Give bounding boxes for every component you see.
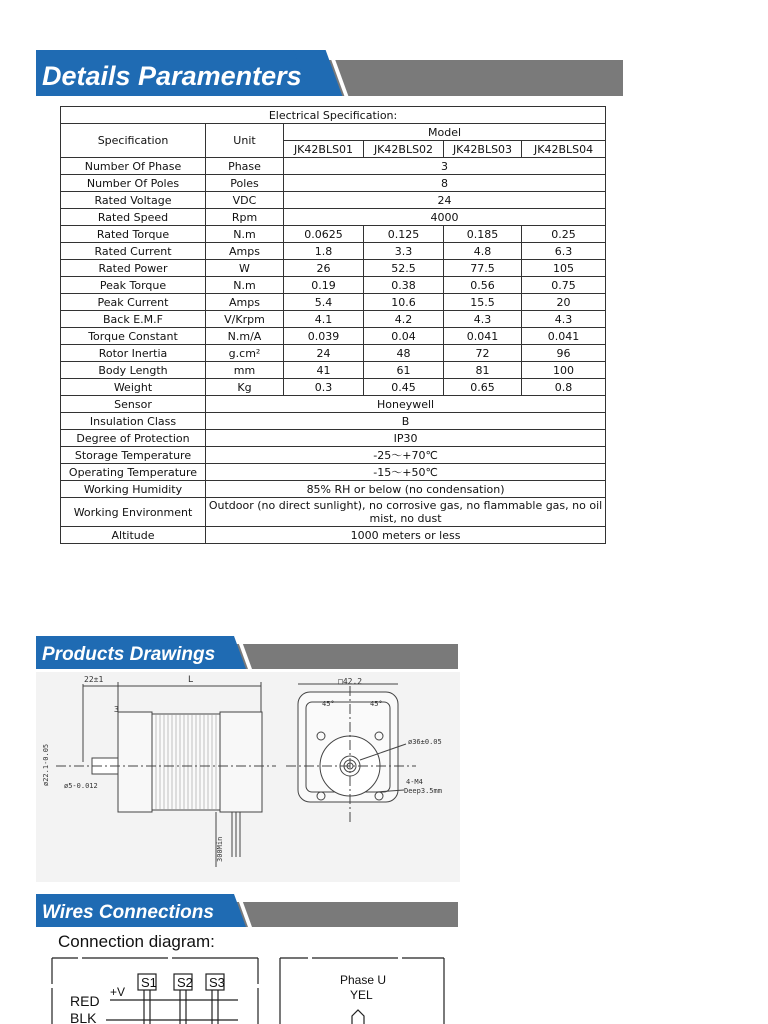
table-row — [61, 243, 606, 260]
spec-value-cell: 5.4 — [284, 294, 364, 311]
spec-unit-cell: N.m/A — [206, 328, 284, 345]
spec-name-cell: Altitude — [61, 527, 206, 544]
spec-value-cell: 4.1 — [284, 311, 364, 328]
spec-unit-cell: Phase — [206, 158, 284, 175]
spec-merged-value-cell: 1000 meters or less — [206, 527, 606, 544]
spec-value-cell: 4.3 — [444, 311, 522, 328]
table-row — [61, 209, 606, 226]
spec-name-cell: Working Humidity — [61, 481, 206, 498]
spec-merged-value-cell: Outdoor (no direct sunlight), no corrosive gas, no flammable gas, no oil mist, no dust — [206, 498, 606, 527]
spec-unit-cell: Amps — [206, 294, 284, 311]
spec-value-cell: 81 — [444, 362, 522, 379]
spec-value-cell: 52.5 — [364, 260, 444, 277]
spec-name-cell: Number Of Poles — [61, 175, 206, 192]
spec-unit-cell: mm — [206, 362, 284, 379]
details-banner — [36, 60, 623, 96]
spec-merged-value-cell: 85% RH or below (no condensation) — [206, 481, 606, 498]
spec-unit-cell: W — [206, 260, 284, 277]
spec-name-cell: Sensor — [61, 396, 206, 413]
electrical-spec-table — [60, 106, 606, 544]
spec-shared-value-cell: 24 — [284, 192, 606, 209]
model-header: JK42BLS02 — [364, 141, 444, 158]
dim-square: □42.2 — [338, 677, 363, 686]
spec-rows — [61, 158, 606, 544]
spec-value-cell: 72 — [444, 345, 522, 362]
spec-value-cell: 0.04 — [364, 328, 444, 345]
spec-value-cell: 0.8 — [522, 379, 606, 396]
spec-value-cell: 0.45 — [364, 379, 444, 396]
plus-v-label: +V — [110, 985, 126, 999]
spec-shared-value-cell: 4000 — [284, 209, 606, 226]
spec-name-cell: Insulation Class — [61, 413, 206, 430]
spec-unit-cell: V/Krpm — [206, 311, 284, 328]
dim-angle-right: 45° — [370, 700, 383, 708]
spec-unit-cell: Poles — [206, 175, 284, 192]
blk-wire-label: BLK — [70, 1010, 97, 1024]
spec-unit-cell: N.m — [206, 226, 284, 243]
spec-value-cell: 20 — [522, 294, 606, 311]
table-row — [61, 158, 606, 175]
spec-unit-cell: VDC — [206, 192, 284, 209]
spec-value-cell: 0.185 — [444, 226, 522, 243]
motor-drawing — [36, 672, 460, 882]
spec-name-cell: Back E.M.F — [61, 311, 206, 328]
spec-value-cell: 0.19 — [284, 277, 364, 294]
table-row — [61, 498, 606, 527]
spec-value-cell: 0.38 — [364, 277, 444, 294]
spec-value-cell: 24 — [284, 345, 364, 362]
spec-value-cell: 15.5 — [444, 294, 522, 311]
table-row — [61, 413, 606, 430]
table-row — [61, 362, 606, 379]
spec-value-cell: 77.5 — [444, 260, 522, 277]
spec-value-cell: 0.3 — [284, 379, 364, 396]
spec-value-cell: 4.2 — [364, 311, 444, 328]
spec-value-cell: 1.8 — [284, 243, 364, 260]
spec-value-cell: 3.3 — [364, 243, 444, 260]
header-model: Model — [284, 124, 606, 141]
spec-shared-value-cell: 8 — [284, 175, 606, 192]
red-wire-label: RED — [70, 993, 100, 1009]
dim-holes: 4-M4 — [406, 778, 423, 786]
model-header: JK42BLS03 — [444, 141, 522, 158]
spec-value-cell: 0.56 — [444, 277, 522, 294]
spec-name-cell: Rated Voltage — [61, 192, 206, 209]
spec-value-cell: 0.125 — [364, 226, 444, 243]
spec-value-cell: 100 — [522, 362, 606, 379]
spec-name-cell: Peak Current — [61, 294, 206, 311]
spec-unit-cell: N.m — [206, 277, 284, 294]
table-row — [61, 345, 606, 362]
spec-unit-cell: Kg — [206, 379, 284, 396]
dim-body-length: L — [188, 675, 194, 685]
connection-diagram — [48, 954, 448, 1024]
model-header: JK42BLS01 — [284, 141, 364, 158]
model-header: JK42BLS04 — [522, 141, 606, 158]
yel-wire-label: YEL — [350, 988, 373, 1002]
dim-shaft-length: 22±1 — [84, 675, 104, 684]
spec-value-cell: 4.8 — [444, 243, 522, 260]
spec-name-cell: Rotor Inertia — [61, 345, 206, 362]
dim-flange-diameter: ø22.1-0.05 — [42, 743, 50, 786]
dim-depth: Deep3.5mm — [404, 787, 442, 795]
spec-name-cell: Storage Temperature — [61, 447, 206, 464]
spec-value-cell: 26 — [284, 260, 364, 277]
dim-pilot: ø36±0.05 — [408, 738, 442, 746]
dim-flange: 3 — [114, 705, 119, 714]
dim-lead-length: 300Min — [216, 836, 224, 862]
spec-value-cell: 0.65 — [444, 379, 522, 396]
spec-name-cell: Degree of Protection — [61, 430, 206, 447]
spec-name-cell: Rated Speed — [61, 209, 206, 226]
table-row — [61, 447, 606, 464]
spec-value-cell: 96 — [522, 345, 606, 362]
table-row — [61, 430, 606, 447]
phase-u-label: Phase U — [340, 973, 387, 987]
spec-value-cell: 0.0625 — [284, 226, 364, 243]
spec-name-cell: Number Of Phase — [61, 158, 206, 175]
spec-unit-cell: Rpm — [206, 209, 284, 226]
table-row — [61, 192, 606, 209]
drawings-banner — [36, 644, 458, 669]
spec-value-cell: 4.3 — [522, 311, 606, 328]
table-row — [61, 464, 606, 481]
spec-merged-value-cell: B — [206, 413, 606, 430]
table-row — [61, 226, 606, 243]
table-row — [61, 260, 606, 277]
spec-shared-value-cell: 3 — [284, 158, 606, 175]
spec-name-cell: Torque Constant — [61, 328, 206, 345]
spec-name-cell: Weight — [61, 379, 206, 396]
dim-angle-left: 45° — [322, 700, 335, 708]
sensor-s2: S2 — [177, 975, 193, 990]
spec-value-cell: 6.3 — [522, 243, 606, 260]
spec-value-cell: 0.041 — [522, 328, 606, 345]
header-unit: Unit — [206, 124, 284, 158]
header-specification: Specification — [61, 124, 206, 158]
spec-value-cell: 105 — [522, 260, 606, 277]
table-row — [61, 396, 606, 413]
spec-value-cell: 0.039 — [284, 328, 364, 345]
spec-name-cell: Rated Torque — [61, 226, 206, 243]
table-row — [61, 277, 606, 294]
spec-name-cell: Rated Power — [61, 260, 206, 277]
spec-value-cell: 10.6 — [364, 294, 444, 311]
spec-merged-value-cell: IP30 — [206, 430, 606, 447]
spec-value-cell: 0.25 — [522, 226, 606, 243]
spec-name-cell: Rated Current — [61, 243, 206, 260]
spec-value-cell: 0.75 — [522, 277, 606, 294]
table-row — [61, 175, 606, 192]
spec-name-cell: Operating Temperature — [61, 464, 206, 481]
spec-merged-value-cell: -15～+50℃ — [206, 464, 606, 481]
spec-merged-value-cell: -25～+70℃ — [206, 447, 606, 464]
table-row — [61, 379, 606, 396]
sensor-s3: S3 — [209, 975, 225, 990]
spec-name-cell: Working Environment — [61, 498, 206, 527]
spec-name-cell: Peak Torque — [61, 277, 206, 294]
spec-value-cell: 48 — [364, 345, 444, 362]
wires-title: Wires Connections — [42, 902, 214, 923]
table-row — [61, 311, 606, 328]
details-title: Details Paramenters — [42, 61, 302, 91]
connection-title: Connection diagram: — [58, 932, 215, 951]
table-row — [61, 481, 606, 498]
wires-banner — [36, 902, 458, 927]
spec-unit-cell: g.cm² — [206, 345, 284, 362]
spec-value-cell: 0.041 — [444, 328, 522, 345]
dim-shaft-diameter: ø5-0.012 — [64, 782, 98, 790]
drawings-title: Products Drawings — [42, 644, 216, 665]
table-row — [61, 328, 606, 345]
table-row — [61, 294, 606, 311]
table-row — [61, 527, 606, 544]
spec-merged-value-cell: Honeywell — [206, 396, 606, 413]
spec-name-cell: Body Length — [61, 362, 206, 379]
spec-value-cell: 41 — [284, 362, 364, 379]
spec-unit-cell: Amps — [206, 243, 284, 260]
table-caption: Electrical Specification: — [61, 107, 606, 124]
sensor-s1: S1 — [141, 975, 157, 990]
spec-value-cell: 61 — [364, 362, 444, 379]
